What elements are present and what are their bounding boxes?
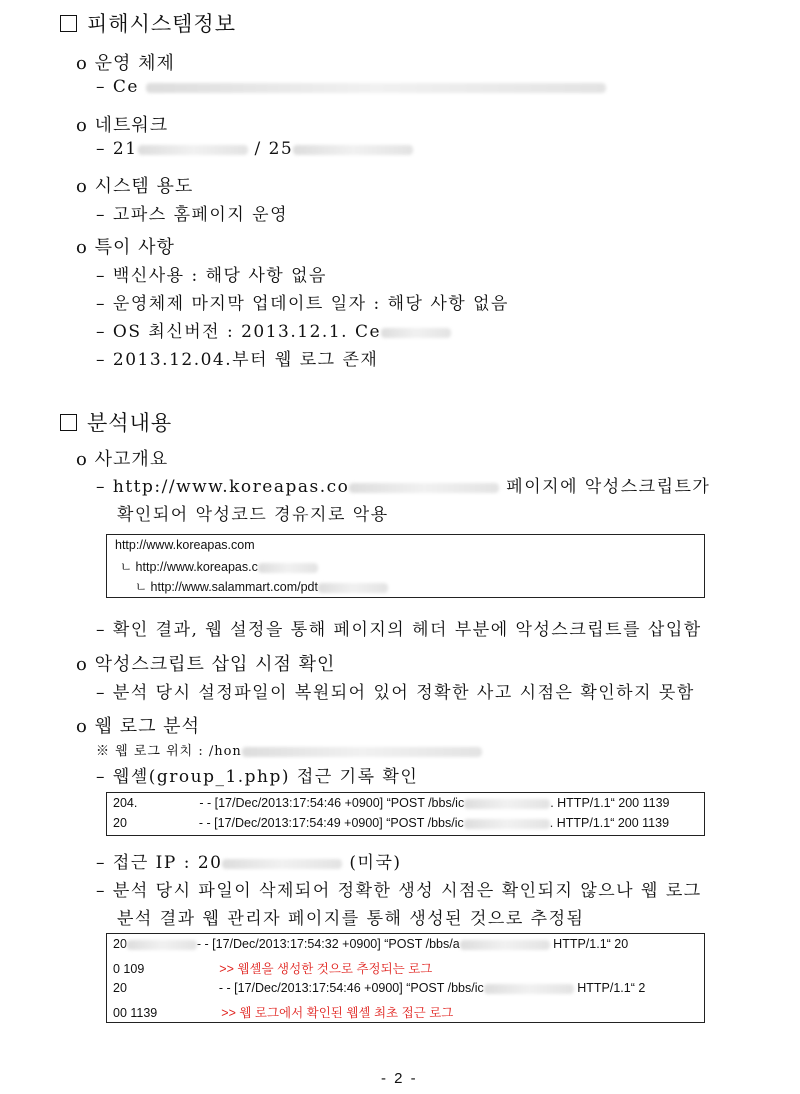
insert-timing-detail: – 분석 당시 설정파일이 복원되어 있어 정확한 사고 시점은 확인하지 못함 bbox=[96, 683, 695, 703]
log-row: 20 - - [17/Dec/2013:17:54:46 +0900] “POST /bbs/ic HTTP/1.1“ 2 bbox=[113, 981, 646, 995]
bullet-os: o 운영 체제 bbox=[76, 53, 175, 74]
page-number: - 2 - bbox=[381, 1070, 418, 1087]
note-os-latest: – OS 최신버전 : 2013.12.1. Ce bbox=[96, 317, 451, 342]
weblog-location-note: ※ 웹 로그 위치 : /hon bbox=[96, 740, 482, 759]
analysis-line-2: 분석 결과 웹 관리자 페이지를 통해 생성된 것으로 추정됨 bbox=[117, 909, 585, 929]
bullet-insert-timing: o 악성스크립트 삽입 시점 확인 bbox=[76, 654, 336, 675]
log-row: 20 - - [17/Dec/2013:17:54:49 +0900] “POST /bbs/ic . HTTP/1.1“ 200 1139 bbox=[113, 816, 670, 830]
checkbox-square-icon bbox=[60, 15, 77, 32]
log-row: 20 - - [17/Dec/2013:17:54:32 +0900] “POST /bbs/a HTTP/1.1“ 20 bbox=[113, 937, 629, 951]
webshell-access-heading: – 웹셸(group_1.php) 접근 기록 확인 bbox=[96, 767, 419, 787]
url-chain-box bbox=[106, 534, 705, 598]
log-row: 204. - - [17/Dec/2013:17:54:46 +0900] “POST /bbs/ic . HTTP/1.1“ 200 1139 bbox=[113, 796, 670, 810]
url-line-2: ㄴ http://www.koreapas.c bbox=[120, 557, 318, 575]
log-row-annotation: 00 1139 >> 웹 로그에서 확인된 웹셸 최초 접근 로그 bbox=[113, 1006, 454, 1020]
log-row-annotation: 0 109 >> 웹셸을 생성한 것으로 추정되는 로그 bbox=[113, 962, 433, 976]
bullet-incident-overview: o 사고개요 bbox=[76, 449, 169, 470]
incident-line-2: 확인되어 악성코드 경유지로 악용 bbox=[117, 505, 389, 525]
redaction-blur bbox=[146, 83, 606, 93]
bullet-network: o 네트워크 bbox=[76, 115, 169, 136]
note-weblog-exists: – 2013.12.04.부터 웹 로그 존재 bbox=[96, 350, 379, 370]
checkbox-square-icon bbox=[60, 414, 77, 431]
incident-line-1: – http://www.koreapas.co 페이지에 악성스크립트가 bbox=[96, 477, 711, 497]
bullet-special-notes: o 특이 사항 bbox=[76, 237, 175, 258]
bullet-weblog-analysis: o 웹 로그 분석 bbox=[76, 716, 200, 737]
analysis-line-1: – 분석 당시 파일이 삭제되어 정확한 생성 시점은 확인되지 않으나 웹 로그 bbox=[96, 881, 702, 901]
system-purpose-value: – 고파스 홈페이지 운영 bbox=[96, 205, 289, 225]
network-value: – 21 / 25 bbox=[96, 139, 413, 159]
bullet-system-purpose: o 시스템 용도 bbox=[76, 176, 194, 197]
red-annotation: >> 웹셸을 생성한 것으로 추정되는 로그 bbox=[219, 962, 433, 976]
url-line-3: ㄴ http://www.salammart.com/pdt bbox=[135, 577, 388, 595]
url-line-1: http://www.koreapas.com bbox=[115, 538, 255, 552]
webshell-creation-log-box bbox=[106, 933, 705, 1023]
note-os-update: – 운영체제 마지막 업데이트 일자 : 해당 사항 없음 bbox=[96, 294, 509, 314]
os-value: – Ce bbox=[96, 77, 606, 97]
section-title-analysis: 분석내용 bbox=[60, 407, 172, 437]
access-ip: – 접근 IP : 20 (미국) bbox=[96, 853, 402, 873]
red-annotation: >> 웹 로그에서 확인된 웹셸 최초 접근 로그 bbox=[221, 1006, 454, 1020]
webshell-log-box bbox=[106, 792, 705, 836]
incident-result: – 확인 결과, 웹 설정을 통해 페이지의 헤더 부분에 악성스크립트를 삽입함 bbox=[96, 620, 702, 640]
section-title-victim-system: 피해시스템정보 bbox=[60, 8, 236, 38]
note-antivirus: – 백신사용 : 해당 사항 없음 bbox=[96, 266, 327, 286]
